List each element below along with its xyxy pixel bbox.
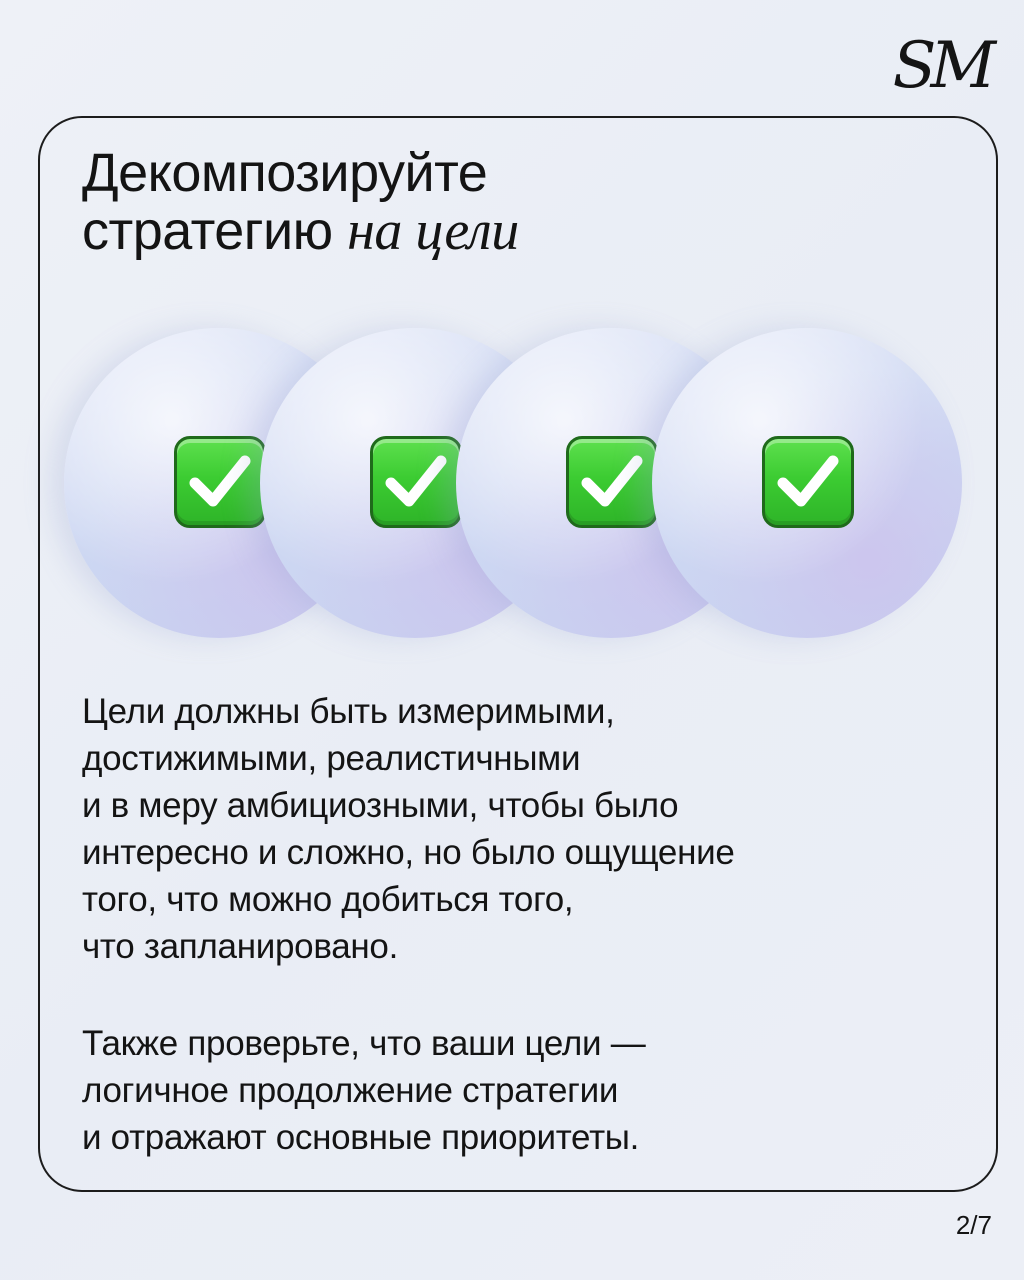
text-line: интересно и сложно, но было ощущение	[82, 833, 735, 872]
page-title	[82, 144, 519, 260]
text-line: Также проверьте, что ваши цели —	[82, 1024, 646, 1063]
goals-row	[64, 328, 964, 640]
check-mark-button-icon	[370, 436, 462, 528]
text-line: того, что можно добиться того,	[82, 880, 574, 919]
text-line: Цели должны быть измеримыми,	[82, 692, 615, 731]
goals-check-note	[82, 1020, 645, 1161]
title-main: стратегию	[82, 201, 348, 261]
page-indicator: 2/7	[955, 1210, 992, 1240]
check-mark-button-icon	[174, 436, 266, 528]
title-accent: на цели	[347, 200, 519, 262]
title-line-2	[82, 202, 519, 260]
goals-description	[82, 688, 735, 970]
text-line: что запланировано.	[82, 927, 399, 966]
check-mark-button-icon	[762, 436, 854, 528]
content-card	[38, 116, 998, 1192]
text-line: и отражают основные приоритеты.	[82, 1118, 640, 1157]
text-line: логичное продолжение стратегии	[82, 1071, 619, 1110]
brand-logo	[870, 26, 990, 106]
check-mark-button-icon	[566, 436, 658, 528]
brand-logo-text: SM	[892, 29, 990, 103]
text-line: достижимыми, реалистичными	[82, 739, 581, 778]
title-line-1: Декомпозируйте	[82, 143, 488, 203]
text-line: и в меру амбициозными, чтобы было	[82, 786, 679, 825]
goal-circle-4	[652, 328, 962, 638]
